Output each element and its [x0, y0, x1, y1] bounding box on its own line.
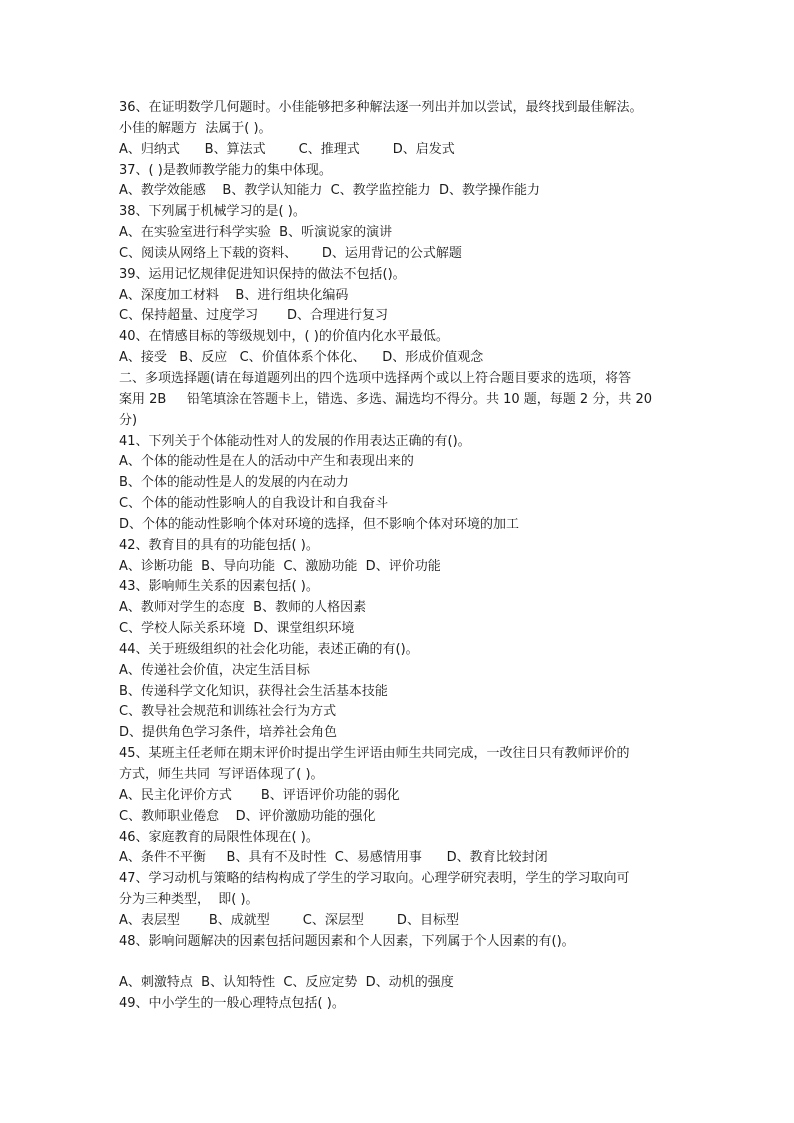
text-line: A、刺激特点 B、认知特性 C、反应定势 D、动机的强度 [119, 975, 454, 991]
text-line: 小佳的解题方 法属于( )。 [119, 120, 272, 136]
text-line: A、归纳式 B、算法式 C、推理式 D、启发式 [119, 141, 455, 157]
text-line: C、学校人际关系环境 D、课堂组织环境 [119, 621, 355, 637]
text-line: 46、家庭教育的局限性体现在( )。 [119, 829, 319, 845]
text-line: 40、在情感目标的等级规划中，( )的价值内化水平最低。 [119, 329, 449, 345]
text-line: 48、影响问题解决的因素包括问题因素和个人因素，下列属于个人因素的有()。 [119, 933, 575, 949]
text-line: 41、下列关于个体能动性对人的发展的作用表达正确的有()。 [119, 433, 471, 449]
text-line: 43、影响师生关系的因素包括( )。 [119, 579, 319, 595]
text-line: 方式，师生共同 写评语体现了( )。 [119, 767, 324, 782]
text-line: B、传递科学文化知识，获得社会生活基本技能 [119, 683, 388, 699]
text-line: C、阅读从网络上下载的资料、 D、运用背记的公式解题 [119, 245, 462, 261]
exam-text-body [119, 98, 679, 1015]
text-line: B、个体的能动性是人的发展的内在动力 [119, 475, 349, 491]
text-line: 44、关于班级组织的社会化功能，表述正确的有()。 [119, 641, 419, 657]
text-line: A、条件不平衡 B、具有不及时性 C、易感情用事 D、教育比较封闭 [119, 850, 548, 866]
text-line: D、个体的能动性影响个体对环境的选择，但不影响个体对环境的加工 [119, 516, 520, 532]
text-line: A、深度加工材料 B、进行组块化编码 [119, 287, 349, 303]
text-line: 38、下列属于机械学习的是( )。 [119, 204, 306, 220]
text-line: C、教导社会规范和训练社会行为方式 [119, 704, 337, 720]
text-line: D、提供角色学习条件，培养社会角色 [119, 725, 338, 741]
text-line: 39、运用记忆规律促进知识保持的做法不包括()。 [119, 266, 406, 282]
blank-line [119, 953, 679, 974]
text-line: 45、某班主任老师在期末评价时提出学生评语由师生共同完成，一改往日只有教师评价的 [119, 746, 630, 762]
text-line: A、民主化评价方式 B、评语评价功能的弱化 [119, 787, 400, 803]
text-line: 47、学习动机与策略的结构构成了学生的学习取向。心理学研究表明，学生的学习取向可 [119, 871, 630, 887]
text-line: C、教师职业倦怠 D、评价激励功能的强化 [119, 808, 376, 824]
section-heading-line: 分) [119, 412, 138, 428]
section-heading-line: 案用 2B 铅笔填涂在答题卡上，错选、多选、漏选均不得分。共 10 题，每题 2 分，共 20 [119, 391, 653, 407]
text-line: 49、中小学生的一般心理特点包括( )。 [119, 996, 345, 1012]
text-line: A、诊断功能 B、导向功能 C、激励功能 D、评价功能 [119, 558, 441, 574]
text-line: A、教学效能感 B、教学认知能力 C、教学监控能力 D、教学操作能力 [119, 183, 540, 199]
text-line: A、个体的能动性是在人的活动中产生和表现出来的 [119, 454, 414, 470]
text-line: A、表层型 B、成就型 C、深层型 D、目标型 [119, 912, 459, 928]
text-line: 36、在证明数学几何题时。小佳能够把多种解法逐一列出并加以尝试，最终找到最佳解法。 [119, 100, 643, 115]
text-line: 分为三种类型， 即( )。 [119, 892, 259, 908]
text-line: A、接受 B、反应 C、价值体系个体化、 D、形成价值观念 [119, 350, 484, 366]
text-line: A、传递社会价值，决定生活目标 [119, 662, 310, 678]
text-line: 42、教育目的具有的功能包括( )。 [119, 537, 319, 553]
text-line: A、在实验室进行科学实验 B、听演说家的演讲 [119, 225, 393, 241]
text-line: A、教师对学生的态度 B、教师的人格因素 [119, 600, 367, 616]
text-line: C、保持超量、过度学习 D、合理进行复习 [119, 308, 389, 324]
text-line: 37、( )是教师教学能力的集中体现。 [119, 162, 332, 178]
section-heading-line: 二、多项选择题(请在每道题列出的四个选项中选择两个或以上符合题目要求的选项，将答 [119, 370, 632, 386]
text-line: C、个体的能动性影响人的自我设计和自我奋斗 [119, 496, 389, 512]
